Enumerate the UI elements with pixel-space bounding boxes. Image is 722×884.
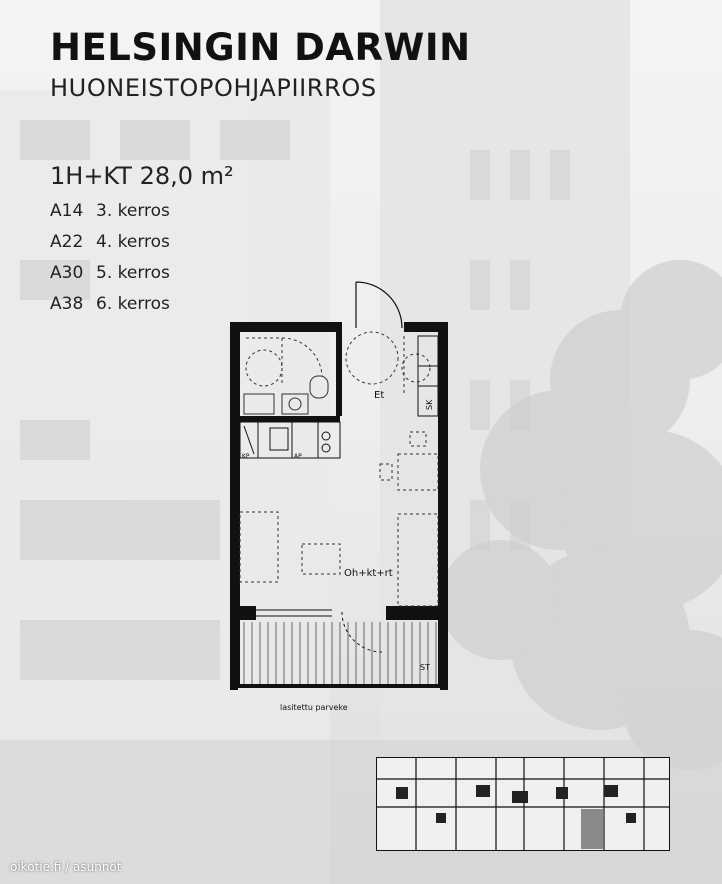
source-watermark: oikotie.fi / asunnot bbox=[10, 860, 122, 874]
unit-code: A30 bbox=[50, 263, 84, 283]
apartment-type-area: 1H+KT 28,0 m² bbox=[50, 162, 234, 190]
unit-item bbox=[50, 294, 170, 325]
living-room-label: Oh+kt+rt bbox=[344, 568, 393, 579]
unit-code: A22 bbox=[50, 232, 84, 252]
unit-item bbox=[50, 263, 170, 294]
unit-floor: 5. kerros bbox=[96, 263, 170, 283]
closet-label: SK bbox=[425, 399, 434, 410]
unit-floor: 4. kerros bbox=[96, 232, 170, 252]
balcony-label: lasitettu parveke bbox=[280, 703, 348, 712]
floor-plan bbox=[222, 276, 454, 716]
unit-list bbox=[50, 201, 170, 325]
bathroom-fixtures bbox=[244, 338, 328, 414]
unit-floor: 6. kerros bbox=[96, 294, 170, 314]
hall-label: Et bbox=[374, 390, 385, 401]
unit-item bbox=[50, 232, 170, 263]
unit-code: A38 bbox=[50, 294, 84, 314]
balcony-edge bbox=[236, 684, 440, 688]
plan-walls bbox=[230, 322, 448, 690]
hall-door-swing bbox=[346, 332, 430, 396]
highlighted-unit bbox=[581, 809, 603, 849]
storage-label: ST bbox=[420, 663, 430, 672]
unit-item bbox=[50, 201, 170, 232]
unit-floor: 3. kerros bbox=[96, 201, 170, 221]
ap-label: AP bbox=[294, 453, 302, 460]
kp-label: KP bbox=[242, 453, 250, 460]
unit-code: A14 bbox=[50, 201, 84, 221]
page-title: HELSINGIN DARWIN bbox=[50, 26, 471, 69]
entry-door bbox=[356, 282, 402, 328]
balcony-glazing bbox=[256, 610, 382, 652]
building-key-plan bbox=[376, 757, 670, 851]
kitchenette bbox=[240, 422, 340, 458]
page-subtitle: HUONEISTOPOHJAPIIRROS bbox=[50, 74, 377, 102]
balcony-floor-slats bbox=[244, 622, 436, 686]
